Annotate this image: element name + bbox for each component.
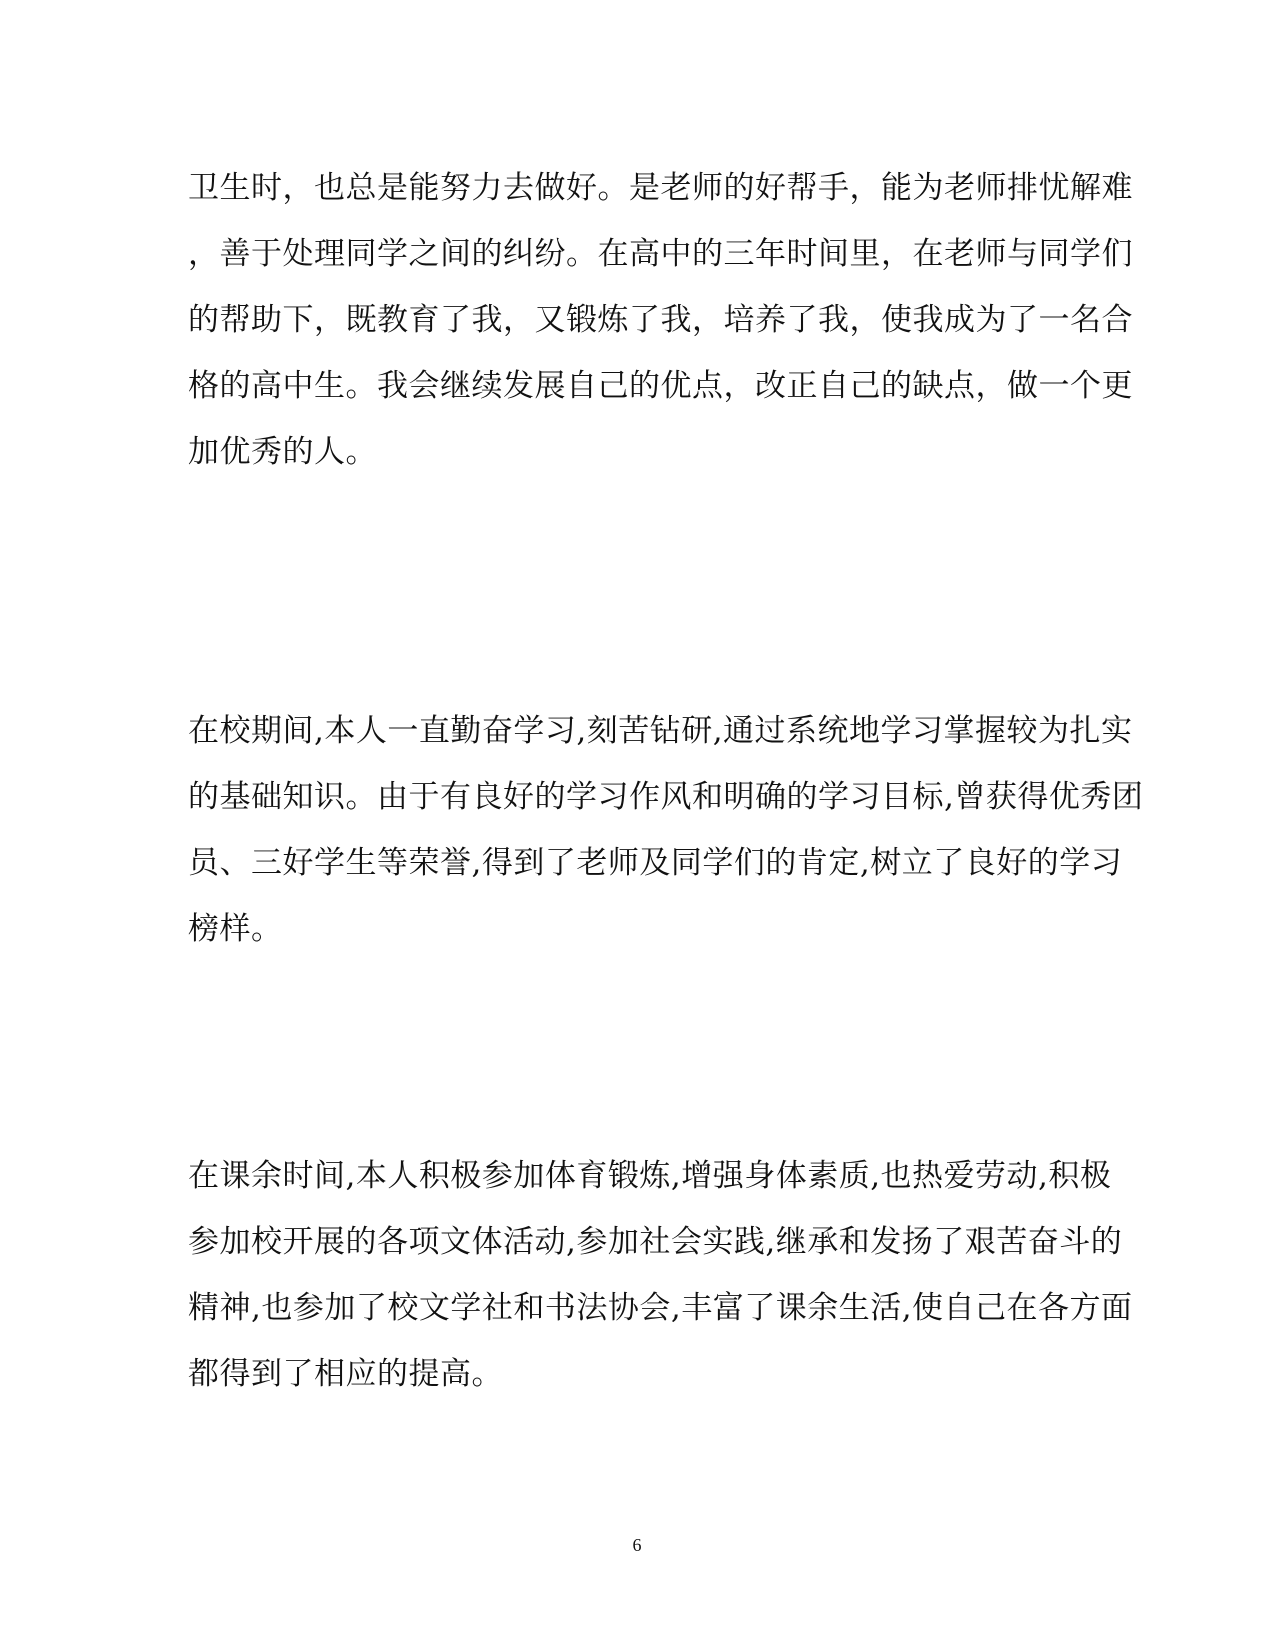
- text-line: 在校期间,本人一直勤奋学习,刻苦钻研,通过系统地学习掌握较为扎实: [188, 713, 1133, 749]
- paragraph-study: [188, 698, 1144, 962]
- text-line: 在课余时间,本人积极参加体育锻炼,增强身体素质,也热爱劳动,积极: [188, 1158, 1112, 1194]
- paragraph-conduct: [188, 155, 1133, 485]
- text-line: ，善于处理同学之间的纠纷。在高中的三年时间里，在老师与同学们: [188, 236, 1133, 272]
- page-number: 6: [632, 1535, 642, 1555]
- text-line: 格的高中生。我会继续发展自己的优点，改正自己的缺点，做一个更: [188, 368, 1133, 404]
- text-line: 精神,也参加了校文学社和书法协会,丰富了课余生活,使自己在各方面: [188, 1290, 1133, 1326]
- text-line: 卫生时，也总是能努力去做好。是老师的好帮手，能为老师排忧解难: [188, 170, 1133, 206]
- text-line: 的基础知识。由于有良好的学习作风和明确的学习目标,曾获得优秀团: [188, 779, 1144, 815]
- text-line: 都得到了相应的提高。: [188, 1356, 503, 1392]
- text-line: 员、三好学生等荣誉,得到了老师及同学们的肯定,树立了良好的学习: [188, 845, 1123, 881]
- text-line: 榜样。: [188, 911, 283, 947]
- text-line: 加优秀的人。: [188, 434, 377, 470]
- text-line: 的帮助下，既教育了我，又锻炼了我，培养了我，使我成为了一名合: [188, 302, 1133, 338]
- paragraph-extracurricular: [188, 1143, 1133, 1407]
- text-line: 参加校开展的各项文体活动,参加社会实践,继承和发扬了艰苦奋斗的: [188, 1224, 1123, 1260]
